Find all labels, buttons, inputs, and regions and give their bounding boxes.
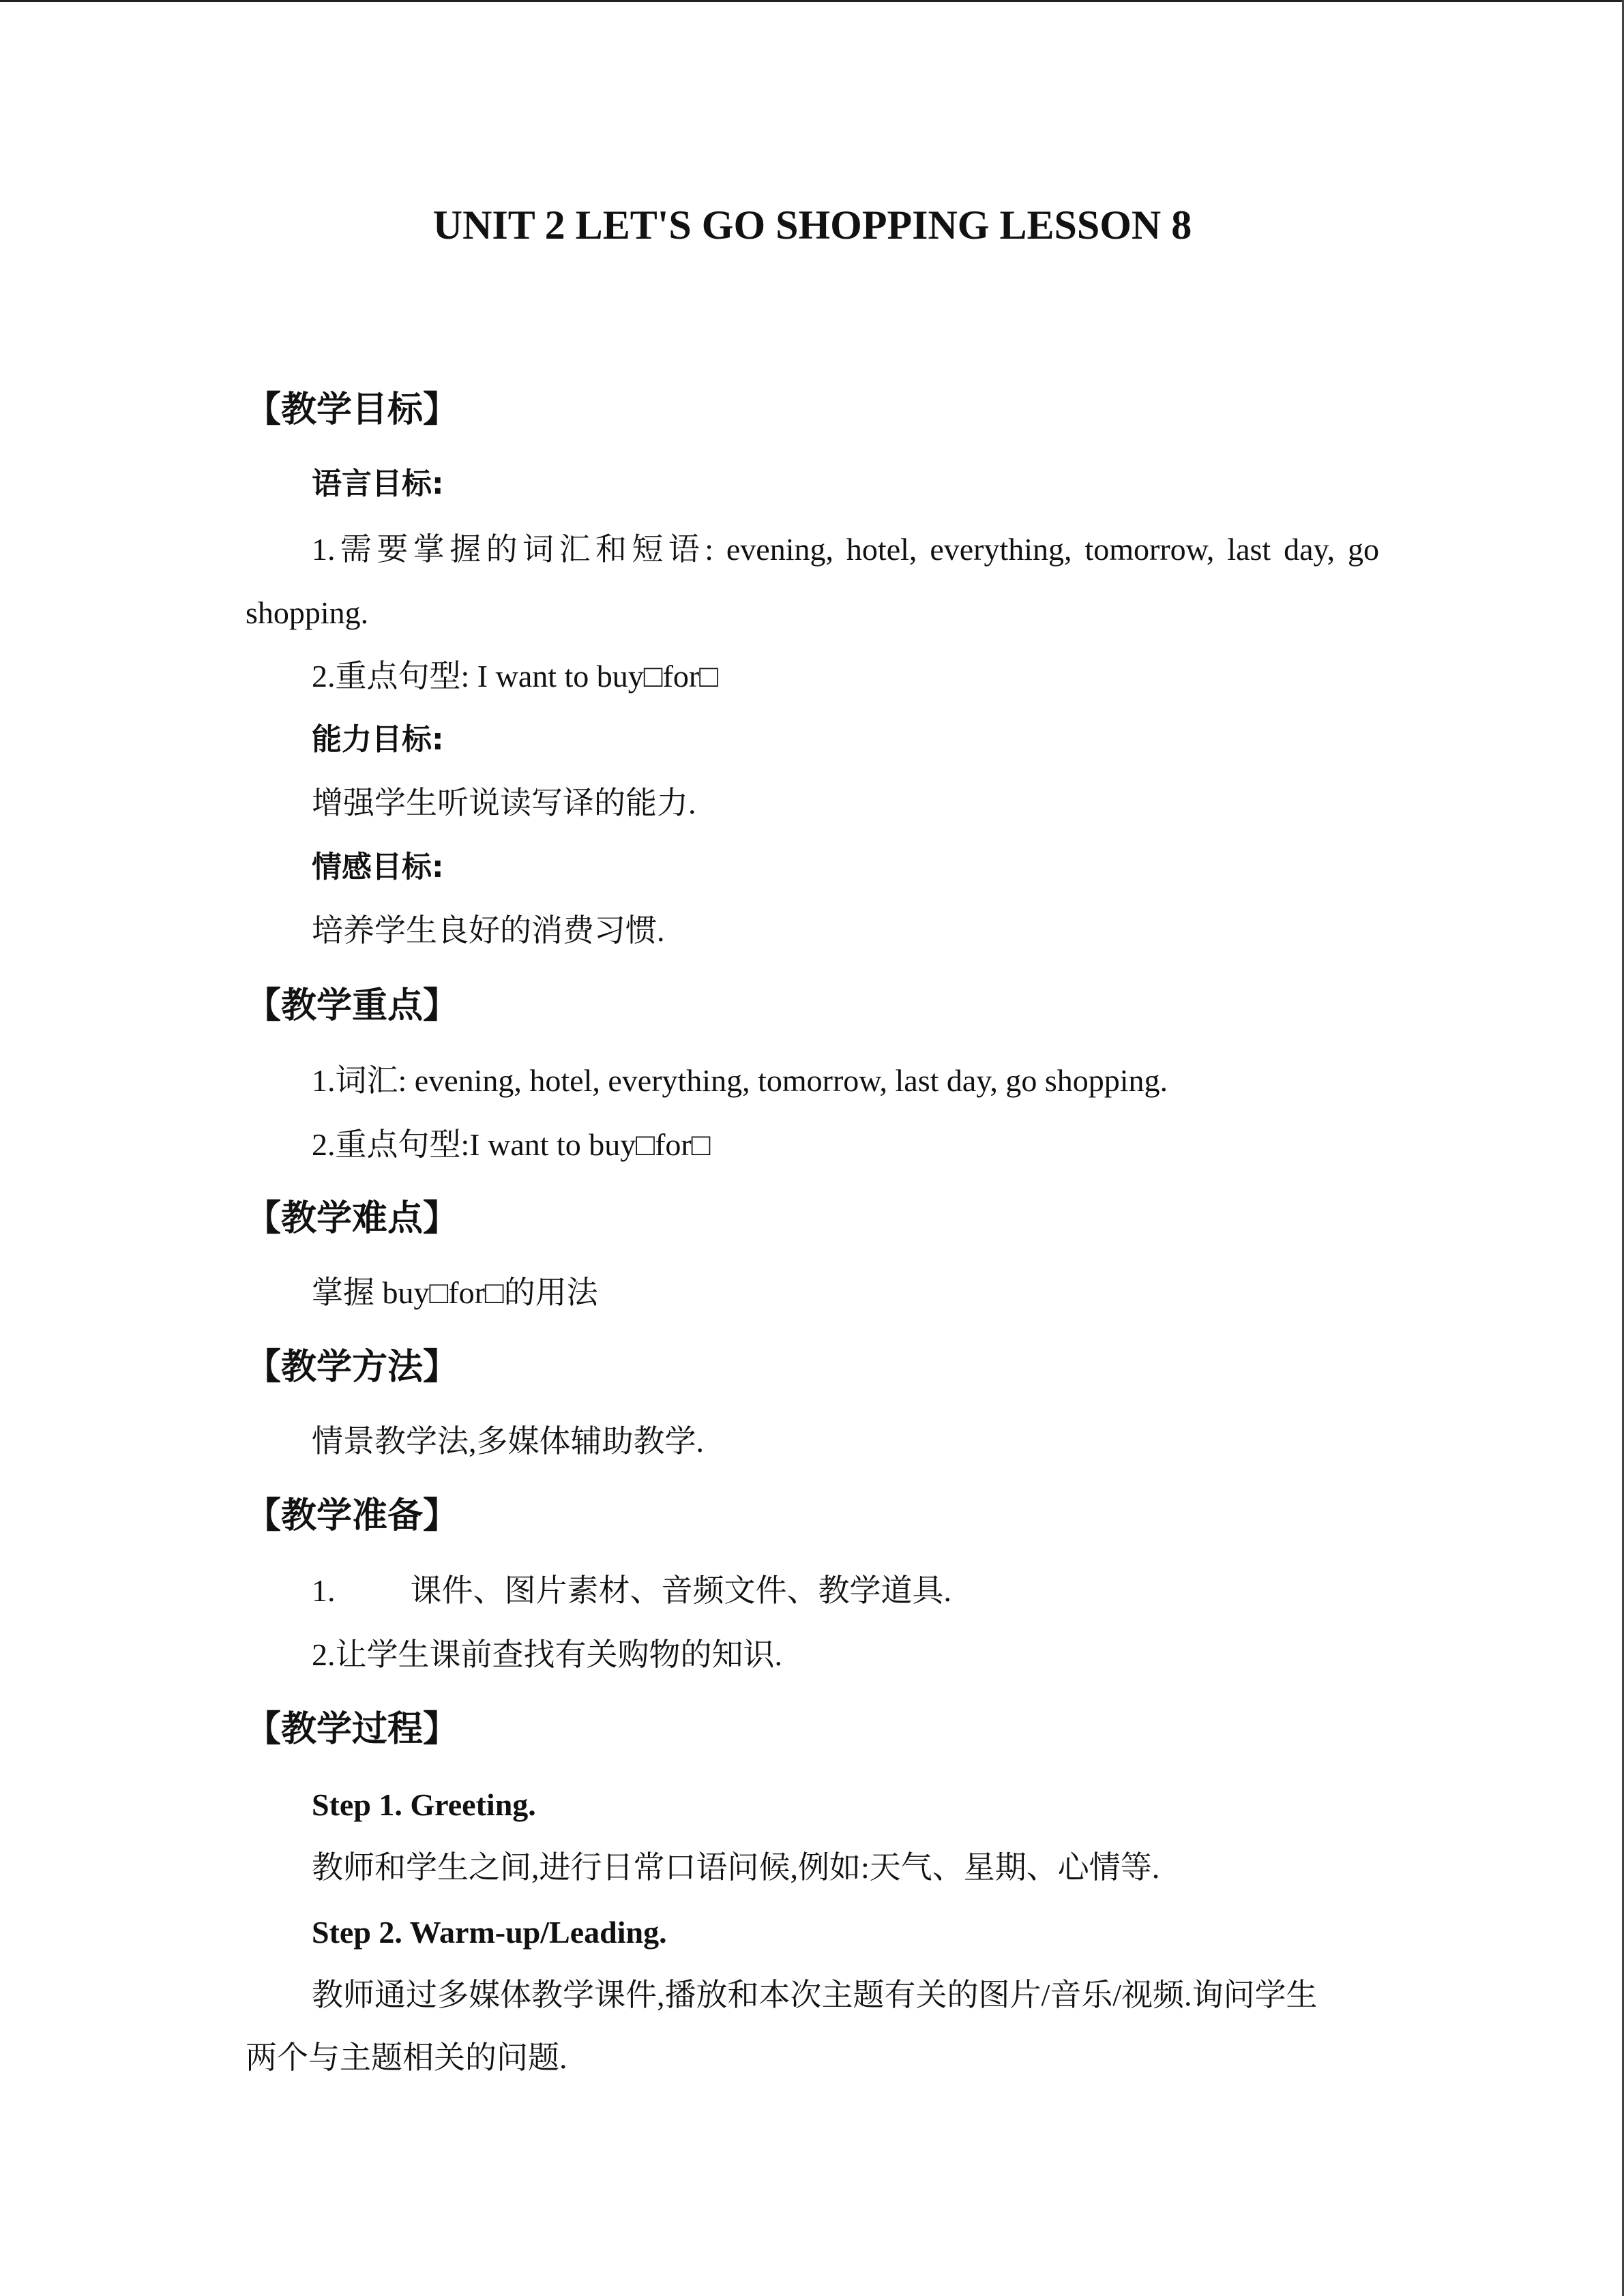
language-item-2: 2.重点句型: I want to buy□for□ xyxy=(312,659,719,694)
emotion-text: 培养学生良好的消费习惯. xyxy=(312,913,665,948)
preparation-item-1-number: 1. xyxy=(312,1573,336,1608)
heading-objectives: 【教学目标】 xyxy=(246,389,459,430)
heading-preparation: 【教学准备】 xyxy=(246,1495,459,1536)
ability-text: 增强学生听说读写译的能力. xyxy=(312,786,696,820)
label-ability-objective: 能力目标: xyxy=(312,722,444,757)
preparation-item-1 xyxy=(312,1575,951,1607)
language-item-1-line-1: 1.需要掌握的词汇和短语: evening, hotel, everything, tomorrow, last day, go xyxy=(312,532,1379,567)
difficulty-item-1: 掌握 buy□for□的用法 xyxy=(312,1275,598,1310)
language-item-1-line-2: shopping. xyxy=(246,595,369,630)
method-item-1: 情景教学法,多媒体辅助教学. xyxy=(312,1424,704,1459)
step-2-title: Step 2. Warm-up/Leading. xyxy=(312,1915,667,1950)
key-point-item-2: 2.重点句型:I want to buy□for□ xyxy=(312,1127,711,1162)
label-language-objective: 语言目标: xyxy=(312,466,444,501)
preparation-item-1-text: 课件、图片素材、音频文件、教学道具. xyxy=(410,1573,951,1608)
step-1-text: 教师和学生之间,进行日常口语问候,例如:天气、星期、心情等. xyxy=(312,1850,1160,1885)
step-1-title: Step 1. Greeting. xyxy=(312,1787,536,1822)
preparation-item-2: 2.让学生课前查找有关购物的知识. xyxy=(312,1637,782,1672)
heading-methods: 【教学方法】 xyxy=(246,1347,459,1388)
heading-key-points: 【教学重点】 xyxy=(246,985,459,1026)
page-top-border xyxy=(0,0,1624,2)
step-2-line-1: 教师通过多媒体教学课件,播放和本次主题有关的图片/音乐/视频.询问学生 xyxy=(312,1978,1318,2012)
document-title: UNIT 2 LET'S GO SHOPPING LESSON 8 xyxy=(432,203,1192,248)
heading-process: 【教学过程】 xyxy=(246,1709,459,1750)
heading-difficulties: 【教学难点】 xyxy=(246,1198,459,1239)
key-point-item-1: 1.词汇: evening, hotel, everything, tomorrow, last day, go shopping. xyxy=(312,1063,1168,1098)
label-emotion-objective: 情感目标: xyxy=(312,850,444,884)
step-2-line-2: 两个与主题相关的问题. xyxy=(246,2040,567,2075)
